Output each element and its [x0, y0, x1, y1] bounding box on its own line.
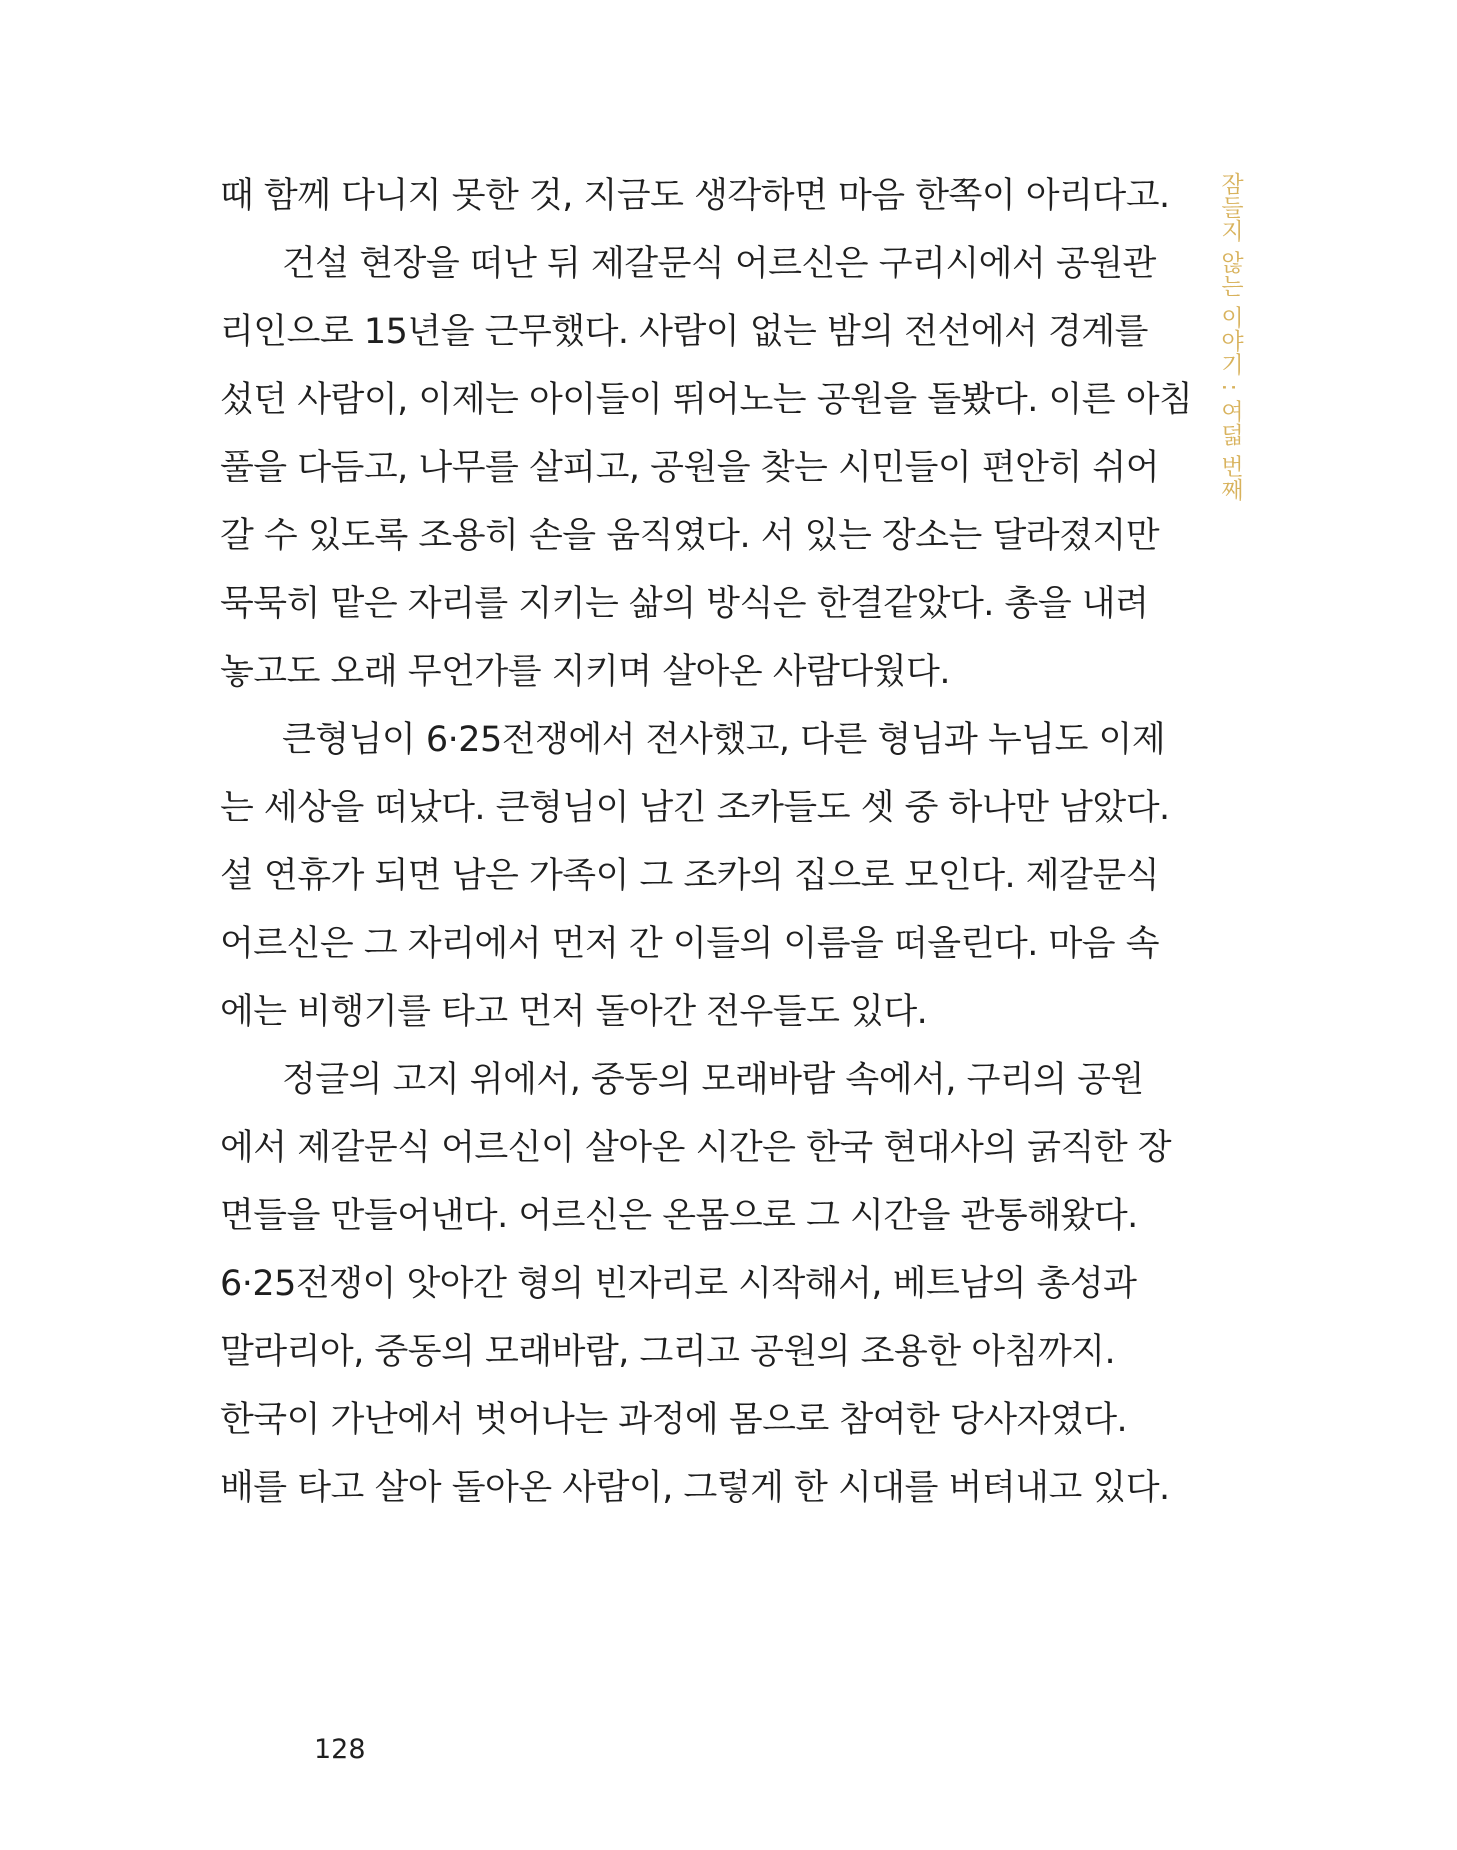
text-line: 면들을 만들어낸다. 어르신은 온몸으로 그 시간을 관통해왔다.: [220, 1196, 1138, 1236]
text-line: 6·25전쟁이 앗아간 형의 빈자리로 시작해서, 베트남의 총성과: [220, 1264, 1137, 1304]
running-head: 잠들지 않는 이야기 : 여덟 번째: [1217, 172, 1243, 502]
text-line: 설 연휴가 되면 남은 가족이 그 조카의 집으로 모인다. 제갈문식: [220, 856, 1160, 896]
page-number: 128: [314, 1734, 366, 1765]
text-line: 놓고도 오래 무언가를 지키며 살아온 사람다웠다.: [220, 652, 950, 692]
text-line: 에는 비행기를 타고 먼저 돌아간 전우들도 있다.: [220, 992, 928, 1032]
text-line: 한국이 가난에서 벗어나는 과정에 몸으로 참여한 당사자였다.: [220, 1400, 1128, 1440]
text-line: 섰던 사람이, 이제는 아이들이 뛰어노는 공원을 돌봤다. 이른 아침: [220, 380, 1193, 420]
text-line: 큰형님이 6·25전쟁에서 전사했고, 다른 형님과 누님도 이제: [282, 720, 1166, 760]
text-line: 에서 제갈문식 어르신이 살아온 시간은 한국 현대사의 굵직한 장: [220, 1128, 1172, 1168]
text-line: 어르신은 그 자리에서 먼저 간 이들의 이름을 떠올린다. 마음 속: [220, 924, 1160, 964]
text-line: 는 세상을 떠났다. 큰형님이 남긴 조카들도 셋 중 하나만 남았다.: [220, 788, 1170, 828]
text-line: 건설 현장을 떠난 뒤 제갈문식 어르신은 구리시에서 공원관: [282, 244, 1156, 284]
text-line: 배를 타고 살아 돌아온 사람이, 그렇게 한 시대를 버텨내고 있다.: [220, 1468, 1170, 1508]
text-line: 정글의 고지 위에서, 중동의 모래바람 속에서, 구리의 공원: [282, 1060, 1144, 1100]
text-line: 갈 수 있도록 조용히 손을 움직였다. 서 있는 장소는 달라졌지만: [220, 516, 1160, 556]
text-line: 리인으로 15년을 근무했다. 사람이 없는 밤의 전선에서 경계를: [220, 312, 1148, 352]
text-line: 묵묵히 맡은 자리를 지키는 삶의 방식은 한결같았다. 총을 내려: [220, 584, 1149, 624]
text-line: 말라리아, 중동의 모래바람, 그리고 공원의 조용한 아침까지.: [220, 1332, 1116, 1372]
body-text: [220, 162, 1193, 1522]
text-line: 풀을 다듬고, 나무를 살피고, 공원을 찾는 시민들이 편안히 쉬어: [220, 448, 1160, 488]
text-line: 때 함께 다니지 못한 것, 지금도 생각하면 마음 한쪽이 아리다고.: [220, 176, 1170, 216]
